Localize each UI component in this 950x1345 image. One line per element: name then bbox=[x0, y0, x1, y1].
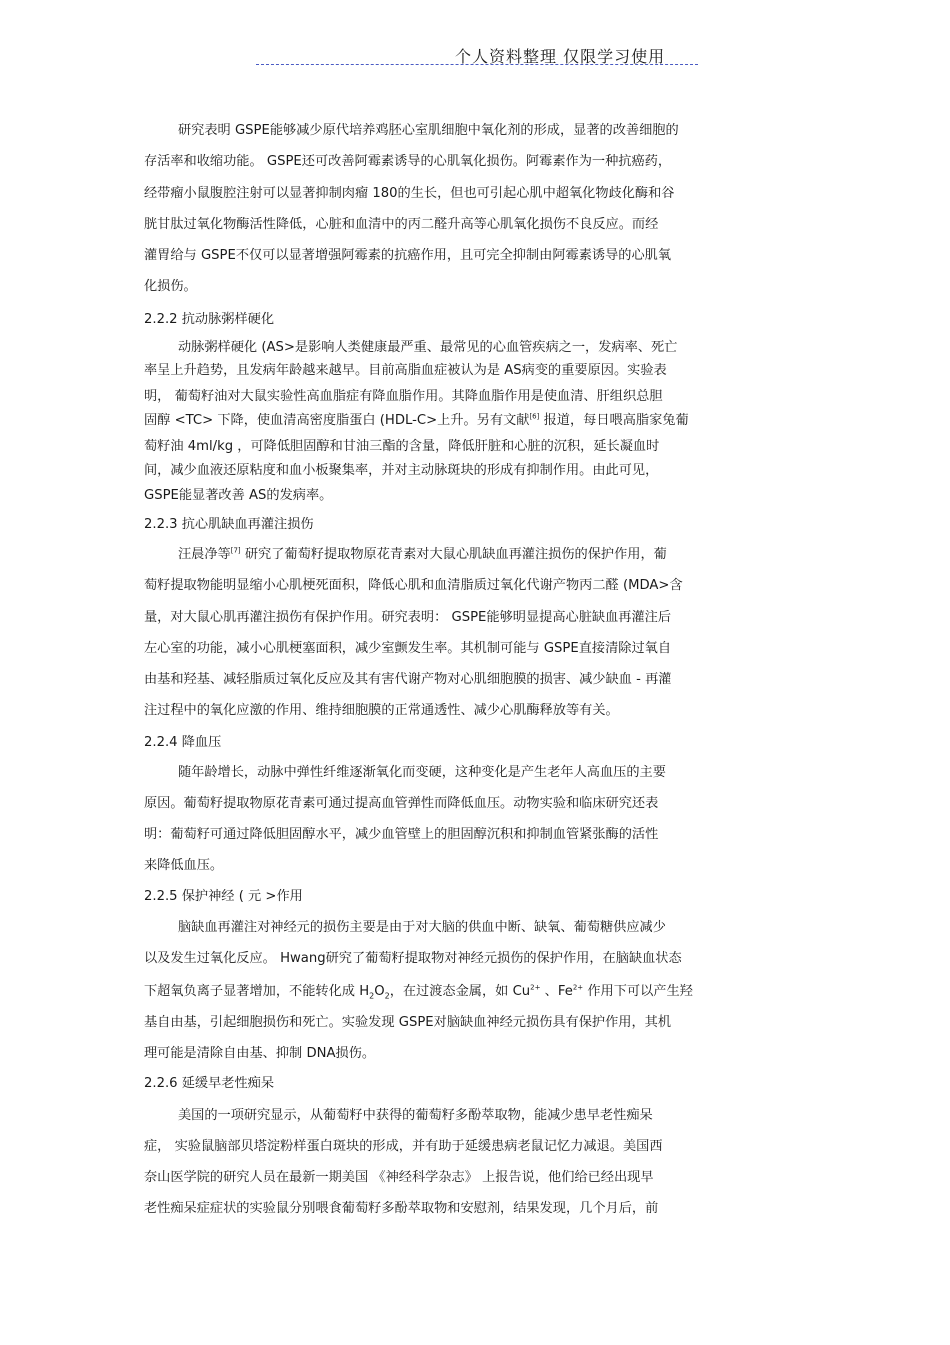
line-text: 左心室的功能，减小心肌梗塞面积，减少室颤发生率。其机制可能与 GSPE直接清除过氧自 bbox=[144, 641, 672, 656]
ion-charge-superscript: 2+ bbox=[572, 983, 584, 992]
line-text: 汪晨净等 bbox=[178, 547, 231, 562]
text-line bbox=[144, 702, 619, 720]
line-text: 脑缺血再灌注对神经元的损伤主要是由于对大脑的供血中断、缺氧、葡萄糖供应减少 bbox=[178, 920, 666, 935]
text-line bbox=[144, 1014, 671, 1032]
line-text: ，在过渡态金属，如 Cu bbox=[389, 984, 531, 999]
text-line bbox=[144, 640, 671, 658]
subscript: 2 bbox=[384, 991, 390, 1001]
section-heading bbox=[144, 734, 221, 752]
text-line bbox=[144, 983, 693, 1001]
subscript: 2 bbox=[369, 991, 375, 1001]
text-line bbox=[144, 462, 658, 480]
line-text: 量，对大鼠心肌再灌注损伤有保护作用。研究表明： GSPE能够明显提高心脏缺血再灌注后 bbox=[144, 610, 672, 625]
text-line bbox=[144, 412, 689, 430]
line-text: 2.2.5 保护神经 ( 元 >作用 bbox=[144, 889, 303, 904]
line-text: 2.2.3 抗心肌缺血再灌注损伤 bbox=[144, 517, 314, 532]
line-text: 美国的一项研究显示，从葡萄籽中获得的葡萄籽多酚萃取物，能减少患早老性痴呆 bbox=[178, 1108, 653, 1123]
line-text: 症， 实验鼠脑部贝塔淀粉样蛋白斑块的形成，并有助于延缓患病老鼠记忆力减退。美国西 bbox=[144, 1139, 663, 1154]
line-text: 下超氧负离子显著增加，不能转化成 H bbox=[144, 984, 370, 999]
line-text: 研究了葡萄籽提取物原花青素对大鼠心肌缺血再灌注损伤的保护作用，葡 bbox=[240, 547, 667, 562]
line-text: 来降低血压。 bbox=[144, 858, 224, 873]
text-line bbox=[144, 1169, 654, 1187]
section-heading bbox=[144, 888, 303, 906]
text-line bbox=[144, 826, 658, 844]
ion-charge-superscript: 2+ bbox=[530, 983, 541, 992]
section-heading bbox=[144, 516, 314, 534]
line-text: 以及发生过氧化反应。 Hwang研究了葡萄籽提取物对神经元损伤的保护作用，在脑缺血状态 bbox=[144, 951, 682, 966]
section-heading bbox=[144, 311, 274, 329]
line-text: 萄籽提取物能明显缩小心肌梗死面积，降低心肌和血清脂质过氧化代谢产物丙二醛 (MDA>含 bbox=[144, 578, 683, 593]
line-text: 率呈上升趋势，且发病年龄越来越早。目前高脂血症被认为是 AS病变的重要原因。实验表 bbox=[144, 363, 667, 378]
line-text: 理可能是清除自由基、抑制 DNA损伤。 bbox=[144, 1046, 376, 1061]
line-text: 注过程中的氧化应激的作用、维持细胞膜的正常通透性、减少心肌酶释放等有关。 bbox=[144, 703, 619, 718]
text-line bbox=[144, 671, 671, 689]
text-line bbox=[178, 1107, 653, 1125]
text-line bbox=[144, 487, 332, 505]
line-text: 胱甘肽过氧化物酶活性降低，心脏和血清中的丙二醛升高等心肌氧化损伤不良反应。而经 bbox=[144, 217, 659, 232]
text-line bbox=[144, 857, 223, 875]
line-text: O bbox=[374, 984, 385, 999]
line-text: 研究表明 GSPE能够减少原代培养鸡胚心室肌细胞中氧化剂的形成，显著的改善细胞的 bbox=[178, 123, 679, 138]
line-text: 、Fe bbox=[540, 984, 573, 999]
line-text: 经带瘤小鼠腹腔注射可以显著抑制肉瘤 180的生长，但也可引起心肌中超氧化物歧化酶和谷 bbox=[144, 186, 675, 201]
text-line bbox=[144, 278, 197, 296]
line-text: 随年龄增长，动脉中弹性纤维逐渐氧化而变硬，这种变化是产生老年人高血压的主要 bbox=[178, 765, 666, 780]
line-text: 报道，每日喂高脂家兔葡 bbox=[539, 413, 689, 428]
text-line bbox=[144, 795, 658, 813]
text-line bbox=[144, 153, 671, 171]
line-text: 化损伤。 bbox=[144, 279, 197, 294]
text-line bbox=[144, 950, 682, 968]
line-text: 间，减少血液还原粘度和血小板聚集率，并对主动脉斑块的形成有抑制作用。由此可见， bbox=[144, 463, 659, 478]
text-line bbox=[178, 122, 679, 140]
text-line bbox=[144, 247, 671, 265]
text-line bbox=[144, 577, 683, 595]
text-line bbox=[144, 1138, 663, 1156]
text-line bbox=[144, 609, 671, 627]
line-text: 原因。葡萄籽提取物原花青素可通过提高血管弹性而降低血压。动物实验和临床研究还表 bbox=[144, 796, 659, 811]
text-line bbox=[144, 185, 674, 203]
text-line bbox=[144, 216, 658, 234]
page-header: 个人资料整理 仅限学习使用 bbox=[455, 47, 666, 66]
line-text: 固醇 <TC> 下降，使血清高密度脂蛋白 (HDL-C>上升。另有文献 bbox=[144, 413, 530, 428]
line-text: 萄籽油 4ml/kg ，可降低胆固醇和甘油三酯的含量，降低肝脏和心脏的沉积，延长凝血时 bbox=[144, 439, 660, 454]
line-text: 老性痴呆症症状的实验鼠分别喂食葡萄籽多酚萃取物和安慰剂，结果发现，几个月后，前 bbox=[144, 1201, 659, 1216]
text-line bbox=[144, 1200, 658, 1218]
line-text: 动脉粥样硬化 (AS>是影响人类健康最严重、最常见的心血管疾病之一，发病率、死亡 bbox=[178, 340, 678, 355]
citation-superscript: [6] bbox=[529, 412, 540, 421]
line-text: GSPE能显著改善 AS的发病率。 bbox=[144, 488, 333, 503]
line-text: 2.2.6 延缓早老性痴呆 bbox=[144, 1076, 275, 1091]
line-text: 明， 葡萄籽油对大鼠实验性高血脂症有降血脂作用。其降血脂作用是使血清、肝组织总胆 bbox=[144, 389, 663, 404]
text-line bbox=[178, 919, 666, 937]
text-line bbox=[178, 546, 667, 564]
text-line bbox=[144, 388, 663, 406]
line-text: 作用下可以产生羟 bbox=[583, 984, 693, 999]
text-line bbox=[178, 339, 677, 357]
text-line bbox=[144, 362, 667, 380]
line-text: 2.2.2 抗动脉粥样硬化 bbox=[144, 312, 275, 327]
citation-superscript: [7] bbox=[230, 546, 241, 555]
line-text: 由基和羟基、减轻脂质过氧化反应及其有害代谢产物对心肌细胞膜的损害、减少缺血 - 再灌 bbox=[144, 672, 672, 687]
text-line bbox=[178, 764, 666, 782]
line-text: 基自由基，引起细胞损伤和死亡。实验发现 GSPE对脑缺血神经元损伤具有保护作用，其机 bbox=[144, 1015, 672, 1030]
line-text: 明：葡萄籽可通过降低胆固醇水平，减少血管壁上的胆固醇沉积和抑制血管紧张酶的活性 bbox=[144, 827, 659, 842]
line-text: 奈山医学院的研究人员在最新一期美国 《神经科学杂志》 上报告说，他们给已经出现早 bbox=[144, 1170, 654, 1185]
line-text: 2.2.4 降血压 bbox=[144, 735, 222, 750]
text-line bbox=[144, 1045, 375, 1063]
line-text: 存活率和收缩功能。 GSPE还可改善阿霉素诱导的心肌氧化损伤。阿霉素作为一种抗癌药， bbox=[144, 154, 672, 169]
text-line bbox=[144, 438, 659, 456]
line-text: 灌胃给与 GSPE不仅可以显著增强阿霉素的抗癌作用，且可完全抑制由阿霉素诱导的心肌氧 bbox=[144, 248, 672, 263]
section-heading bbox=[144, 1075, 274, 1093]
